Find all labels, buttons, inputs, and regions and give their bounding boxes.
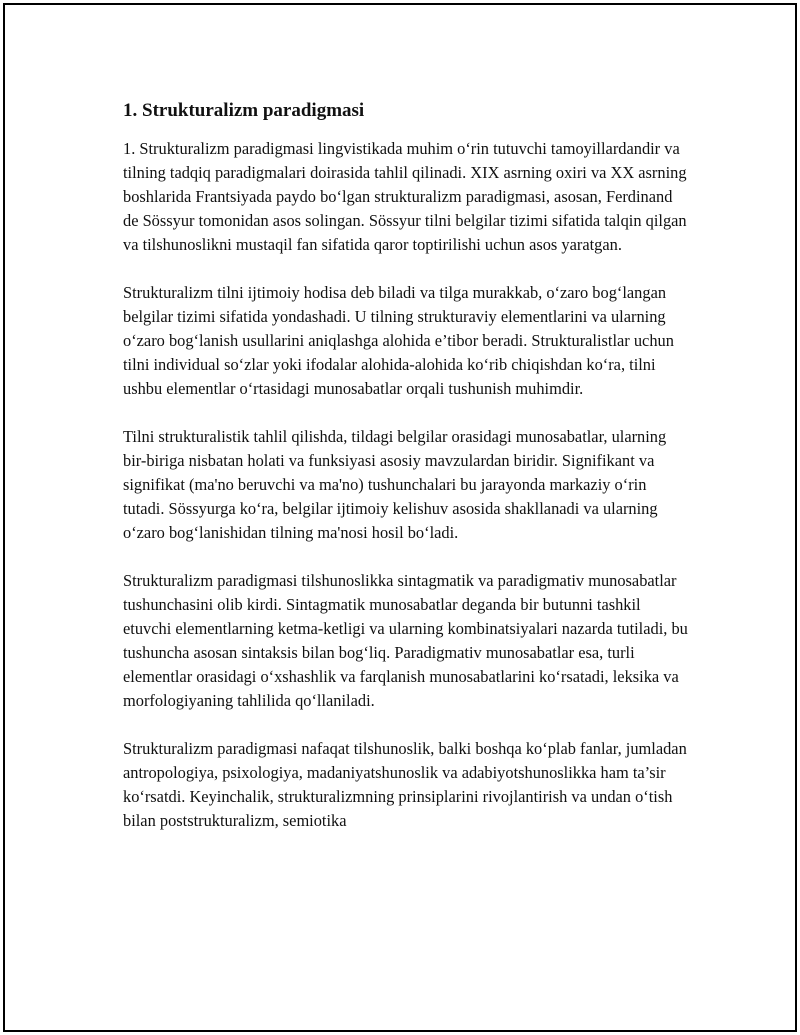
page-frame (3, 3, 797, 1032)
paragraph-5: Strukturalizm paradigmasi nafaqat tilshunoslik, balki boshqa ko‘plab fanlar, jumladan antropologiya, psixologiya, madaniyatshunoslik va adabiyotshunoslikka ham ta’sir ko‘rsatdi. Keyinchalik, strukturalizmning prinsiplarini rivojlantirish va undan o‘tish bilan poststrukturalizm, semiotika (123, 739, 687, 830)
paragraph-4: Strukturalizm paradigmasi tilshunoslikka sintagmatik va paradigmativ munosabatlar tushunchasini olib kirdi. Sintagmatik munosabatlar deganda bir butunni tashkil etuvchi elementlarning ketma-ketligi va ularning kombinatsiyalari nazarda tutiladi, bu tushuncha asosan sintaksis bilan bog‘liq. Paradigmativ munosabatlar esa, turli elementlar orasidagi o‘xshashlik va farqlanish munosabatlarini ko‘rsatadi, leksika va morfologiyaning tahlilida qo‘llaniladi. (123, 571, 688, 710)
paragraph-1: 1. Strukturalizm paradigmasi lingvistikada muhim o‘rin tutuvchi tamoyillardandir va tilning tadqiq paradigmalari doirasida tahlil qilinadi. XIX asrning oxiri va XX asrning boshlarida Frantsiyada paydo bo‘lgan strukturalizm paradigmasi, asosan, Ferdinand de Sössyur tomonidan asos solingan. Sössyur tilni belgilar tizimi sifatida talqin qilgan va tilshunoslikni mustaqil fan sifatida qaror toptirilishi uchun asos yaratgan. (123, 139, 687, 254)
paragraph-3: Tilni strukturalistik tahlil qilishda, tildagi belgilar orasidagi munosabatlar, ularning bir-biriga nisbatan holati va funksiyasi asosiy mavzulardan biridir. Signifikant va signifikat (ma'no beruvchi va ma'no) tushunchalari bu jarayonda markaziy o‘rin tutadi. Sössyurga ko‘ra, belgilar ijtimoiy kelishuv asosida shakllanadi va ularning o‘zaro bog‘lanishidan tilning ma'nosi hosil bo‘ladi. (123, 427, 667, 542)
section-title: 1. Strukturalizm paradigmasi (123, 100, 365, 121)
document-body (123, 97, 689, 857)
paragraph-2: Strukturalizm tilni ijtimoiy hodisa deb biladi va tilga murakkab, o‘zaro bog‘langan belgilar tizimi sifatida yondashadi. U tilning strukturaviy elementlarini va ularning o‘zaro bog‘lanish usullarini aniqlashga alohida e’tibor beradi. Strukturalistlar uchun tilni individual so‘zlar yoki ifodalar alohida-alohida ko‘rib chiqishdan ko‘ra, tilni ushbu elementlar o‘rtasidagi munosabatlar orqali tushunish muhimdir. (123, 283, 674, 398)
